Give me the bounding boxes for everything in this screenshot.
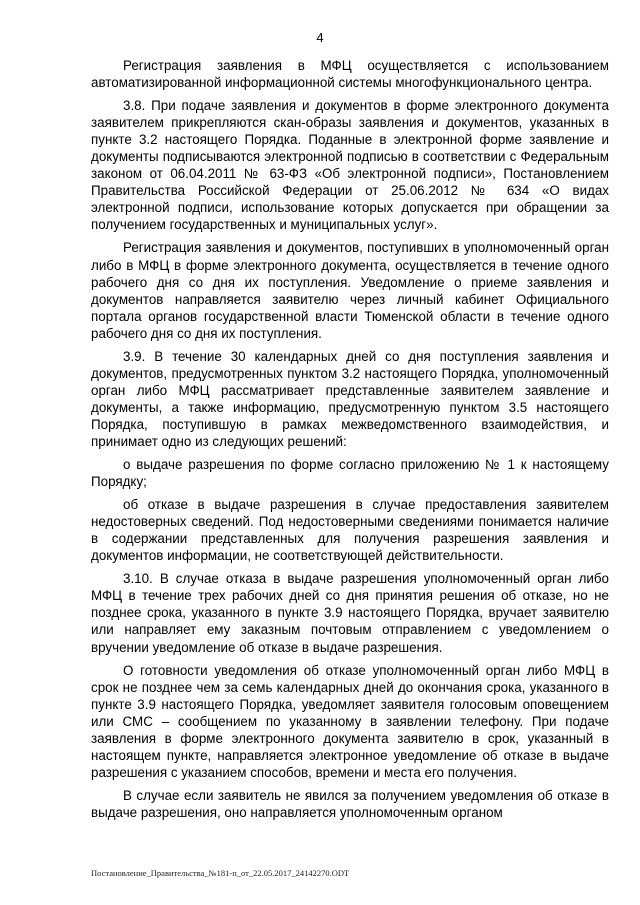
paragraph-3-8: 3.8. При подаче заявления и документов в форме электронного документа заявителем прикрепляются скан-образы заявления и документов, указанных в пункте 3.2 настоящего Порядка. Поданные в электронной форме заявление и документы подписываются электронной подписью в соответствии с Федеральным законом от 06.04.2011 № 63-ФЗ «Об электронной подписи», Постановлением Правительства Российской Федерации от 25.06.2012 № 634 «О видах электронной подписи, использование которых допускается при обращении за получением государственных и муниципальных услуг». xyxy=(91,98,609,233)
paragraph-readiness-notice: О готовности уведомления об отказе уполномоченный орган либо МФЦ в срок не позднее чем за семь календарных дней до окончания срока, указанного в пункте 3.9 настоящего Порядка, уведомляет заявителя голосовым оповещением или СМС – сообщением по указанному в заявлении телефону. При подаче заявления в форме электронного документа заявителю в срок, указанный в настоящем пункте, направляется электронное уведомление об отказе в выдаче разрешения с указанием способов, времени и места его получения. xyxy=(91,662,609,780)
footer-filename: Постановление_Правительства_№181-п_от_22.05.2017_24142270.ODT xyxy=(91,868,350,878)
paragraph-decision-issue: о выдаче разрешения по форме согласно приложению № 1 к настоящему Порядку; xyxy=(91,457,609,490)
paragraph-decision-refusal: об отказе в выдаче разрешения в случае предоставления заявителем недостоверных сведений. Под недостоверными сведениями понимается наличие в содержании представленных для получения разрешения заявления и документов информации, не соответствующей действительности. xyxy=(91,497,609,564)
document-body xyxy=(91,57,609,827)
paragraph-electronic-registration: Регистрация заявления и документов, поступивших в уполномоченный орган либо в МФЦ в форме электронного документа, осуществляется в течение одного рабочего дня со дня их поступления. Уведомление о приеме заявления и документов направляется заявителю через личный кабинет Официального портала органов государственной власти Тюменской области в течение одного рабочего дня со дня их поступления. xyxy=(91,240,609,341)
paragraph-registration-mfc: Регистрация заявления в МФЦ осуществляется с использованием автоматизированной информационной системы многофункционального центра. xyxy=(91,58,609,91)
paragraph-3-9: 3.9. В течение 30 календарных дней со дня поступления заявления и документов, предусмотренных пунктом 3.2 настоящего Порядка, уполномоченный орган либо МФЦ рассматривает представленные заявителем заявление и документы, а также информацию, предусмотренную пунктом 3.5 настоящего Порядка, поступившую в рамках межведомственного взаимодействия, и принимает одно из следующих решений: xyxy=(91,348,609,449)
paragraph-no-show: В случае если заявитель не явился за получением уведомления об отказе в выдаче разрешения, оно направляется уполномоченным органом xyxy=(91,787,609,820)
paragraph-3-10: 3.10. В случае отказа в выдаче разрешения уполномоченный орган либо МФЦ в течение трех рабочих дней со дня принятия решения об отказе, но не позднее срока, указанного в пункте 3.9 настоящего Порядка, вручает заявителю или направляет ему заказным почтовым отправлением с уведомлением о вручении уведомление об отказе в выдаче разрешения. xyxy=(91,571,609,655)
page-number: 4 xyxy=(316,30,324,45)
